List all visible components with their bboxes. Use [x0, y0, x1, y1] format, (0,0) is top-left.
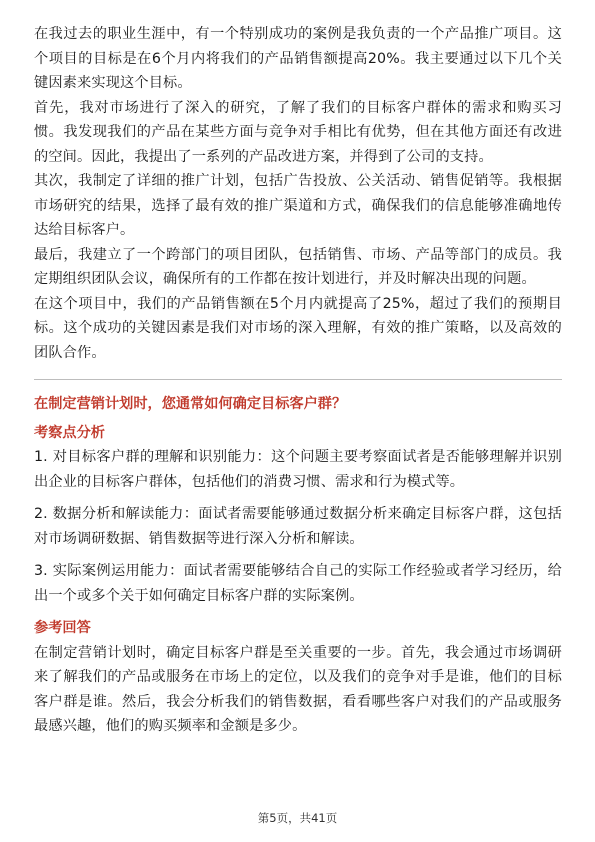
- analysis-point-1: 1. 对目标客户群的理解和识别能力：这个问题主要考察面试者是否能够理解并识别出企业的目标客户群体，包括他们的消费习惯、需求和行为模式等。: [34, 449, 562, 490]
- intro-paragraph-2: 首先，我对市场进行了深入的研究，了解了我们的目标客户群体的需求和购买习惯。我发现我们的产品在某些方面与竞争对手相比有优势，但在其他方面还有改进的空间。因此，我提出了一系列的产品改进方案，并得到了公司的支持。: [34, 99, 562, 165]
- answer-heading: 参考回答: [34, 620, 91, 636]
- page-indicator: 第5页，共41页: [257, 811, 338, 825]
- analysis-heading: 考察点分析: [34, 424, 105, 441]
- answer-text: 在制定营销计划时，确定目标客户群是至关重要的一步。首先，我会通过市场调研来了解我们的产品或服务在市场上的定位，以及我们的竞争对手是谁，他们的目标客户群是谁。然后，我会分析我们的销售数据，看看哪些客户对我们的产品或服务最感兴趣，他们的购买频率和金额是多少。: [34, 644, 562, 734]
- section-divider: [34, 379, 562, 380]
- intro-paragraph-1: 在我过去的职业生涯中，有一个特别成功的案例是我负责的一个产品推广项目。这个项目的目标是在6个月内将我们的产品销售额提高20%。我主要通过以下几个关键因素来实现这个目标。: [34, 26, 562, 91]
- analysis-point-3: 3. 实际案例运用能力：面试者需要能够结合自己的实际工作经验或者学习经历，给出一个或多个关于如何确定目标客户群的实际案例。: [34, 563, 562, 604]
- analysis-point-2: 2. 数据分析和解读能力：面试者需要能够通过数据分析来确定目标客户群，这包括对市场调研数据、销售数据等进行深入分析和解读。: [34, 506, 562, 547]
- document-page: [34, 22, 562, 739]
- intro-paragraph-3: 其次，我制定了详细的推广计划，包括广告投放、公关活动、销售促销等。我根据市场研究的结果，选择了最有效的推广渠道和方式，确保我们的信息能够准确地传达给目标客户。: [34, 173, 562, 238]
- interview-question: 在制定营销计划时，您通常如何确定目标客户群？: [34, 396, 347, 412]
- intro-paragraph-5: 在这个项目中，我们的产品销售额在5个月内就提高了25%，超过了我们的预期目标。这个成功的关键因素是我们对市场的深入理解，有效的推广策略，以及高效的团队合作。: [34, 295, 562, 361]
- intro-paragraph-4: 最后，我建立了一个跨部门的项目团队，包括销售、市场、产品等部门的成员。我定期组织团队会议，确保所有的工作都在按计划进行，并及时解决出现的问题。: [34, 246, 562, 287]
